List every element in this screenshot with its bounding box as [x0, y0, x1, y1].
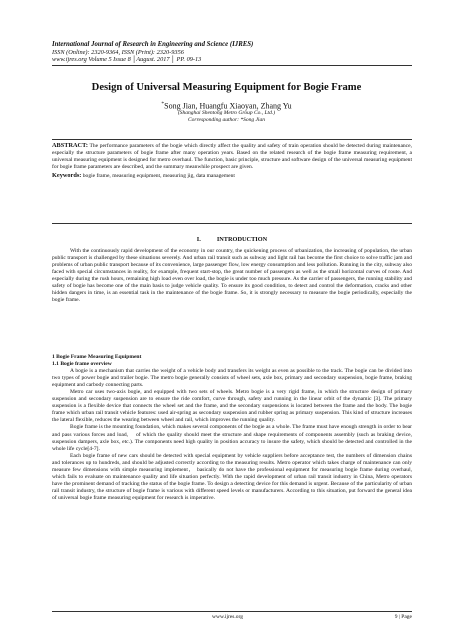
- subsection-heading-1-1: 1.1 Bogie frame overview: [52, 361, 112, 368]
- abstract-text: The performance parameters of the bogie which directly affect the quality and safety of train operation should be detected during maintenance, especially the structure parameters of bogie frame after many operation years. Based on the related research of the bogie frame measuring requirement, a universal measuring equipment is designed for metro overhaul. The function, basic principle, structure and software design of the universal measuring equipment for bogie frame parameters are described, and the summary meanwhile prospect are given.: [52, 143, 412, 171]
- bogie-paragraph-3: Bogie frame is the mounting foundation, which makes several components of the bogie as a whole. The frame must have enough strength in order to bear and pass various forces and load, of which the quality should meet the structure and shape requirements of components assembly (such as braking device, suspension dampers, axle box, etc.). The components need high quality in position accuracy to insure the safety, which should be detected and controlled in the whole life cycle[4-7].: [52, 424, 412, 452]
- subsection-heading-1: 1 Bogie Frame Measuring Equipment: [52, 354, 142, 360]
- intro-text: With the continuously rapid development of the economy in our country, the quickening process of urbanization, the increasing of population, the urban public transport is challenged by these situations severely. And urban rail transit such as subway and light rail has become the first choice to solve traffic jam and problems of urban public transport because of its convenience, large passenger flow, low energy consumption and less pollution. Running in the city, subway also faced with special circumstances in reality, for example, frequent start-stop, the great number of passengers as well as the small horizontal curves of route. And especially during the rush hours, remaining high load even over load, the bogie is under too much pressure. As the carrier of passengers, the running stability and safety of bogie has become one of the main basis to judge vehicle quality. To ensure its good condition, to detect and control the deformation, cracks and other hidden dangers in time, is an essential task in the maintenance of the bogie frame. So, it is strongly necessary to measure the bogie periodically, especially the bogie frame.: [52, 248, 412, 304]
- paper-title: Design of Universal Measuring Equipment for Bogie Frame: [91, 82, 362, 93]
- author-affiliation: (Shanghai Shentong Metro Group Co., Ltd.): [177, 110, 276, 116]
- author-names: Song Jian, Huangfu Xiaoyan, Zhang Yu: [164, 101, 292, 111]
- page-number: 9 | Page: [394, 614, 412, 620]
- section-heading-introduction: [52, 236, 412, 243]
- bogie-paragraph-4: Each bogie frame of new cars should be detected with special equipment by vehicle suppliers before acceptance test, the numbers of dimension chains and tolerances up to hundreds, and should be adjusted correctly according to the measuring results. Metro operator which takes charge of maintenance can only measure few dimensions with simple measuring implement， basically do not have the professional equipment for measuring bogie frame during overhaul, which fails to evaluate on maintenance quality and life situation perfectly. With the rapid development of urban rail transit industry in China, Metro operators have the prominent demand of tracking the status of the bogie frame. To design a detecting device for this demand is urgent. Because of the particularity of urban rail transit industry, the structure of bogie frame is various with different speed levels or manufacturers. According to this situation, put forward the general idea of universal bogie frame measuring equipment for research is imperative.: [52, 452, 412, 501]
- section-title: INTRODUCTION: [216, 236, 268, 243]
- keywords-text: bogie frame, measuring equipment, measuring jig, data management: [81, 173, 235, 180]
- section-number: I.: [196, 236, 201, 243]
- footer-rule: [52, 611, 412, 612]
- journal-issn: ISSN (Online): 2320-9364, ISSN (Print): 2320-9356: [52, 48, 184, 56]
- bogie-paragraph-2: Metro car uses two-axis bogie, and equipped with two sets of wheels. Metro bogie is a very rigid frame, in which the structure design of primary suspension and secondary suspension are to ensure the ride comfort, curve through, safety and running in the linear orbit of the dynamic [3]. The primary suspension is a flexible device that connects the wheel set and the frame, and the secondary suspensions is located between the frame and the body. The bogie frame which urban rail transit vehicle features: used air-spring as secondary suspension and rubber spring as primary suspension. This kind of structure increases the lateral flexible, reduces the wearing between wheel and rail, which improves the running quality.: [52, 389, 412, 424]
- header-rule: [52, 65, 412, 66]
- introduction-paragraph: [52, 248, 412, 304]
- journal-name: International Journal of Research in Engineering and Science (IJRES): [52, 41, 254, 48]
- footer-site: www.ijres.org: [212, 614, 244, 620]
- journal-volume: www.ijres.org Volume 5 Issue 8 │August. 2017 │ PP. 09-13: [52, 56, 202, 64]
- keywords-label: Keywords:: [52, 172, 82, 180]
- journal-header: [52, 41, 412, 64]
- author-affiliation-block: [40, 110, 413, 124]
- abstract-bottom-rule: [52, 223, 412, 224]
- corresponding-author: Corresponding author: *Song Jian: [188, 117, 265, 123]
- abstract-block: [52, 142, 412, 180]
- bogie-paragraph-1: A bogie is a mechanism that carries the weight of a vehicle body and transfers its weight as even as possible to the track. The bogie can be divided into two types of power bogie and trailer bogie. The metro bogie generally consists of wheel sets, axle box, primary and secondary suspension, bogie frame, braking equipment and carbody connecting parts.: [52, 368, 412, 389]
- bogie-section: [52, 354, 412, 502]
- author-mark: *: [161, 101, 165, 107]
- abstract-top-rule: [52, 139, 412, 140]
- abstract-label: ABSTRACT:: [52, 142, 88, 149]
